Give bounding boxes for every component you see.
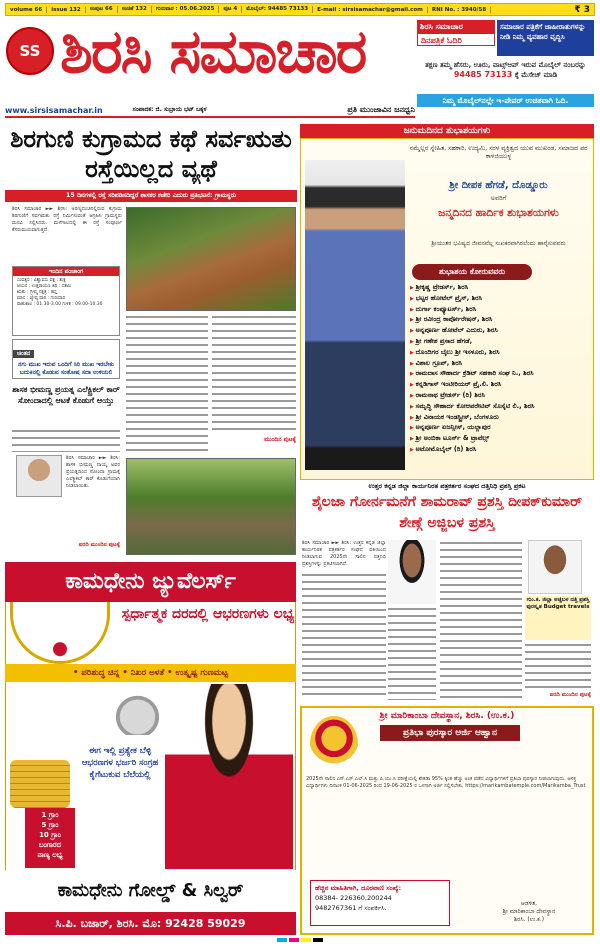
email: E-mail : sirsisamachar@gmail.com [313,7,428,13]
lead-headline[interactable]: ಶಿರಗುಣಿ ಕುಗ್ರಾಮದ ಕಥೆ ಸರ್ವಋತು ರಸ್ತೆಯಿಲ್ಲದ ವ್ಯಥೆ [10,124,292,183]
panchanga-title: ಇಂದಿನ ಪಂಚಾಂಗ [13,267,119,276]
wisher-item: ▶ ಕನ್ನಡಿಗಾಸ್ ಇಂಟೀರಿಯರ್ ಪ್ರೈ.ಲಿ. ಶಿರಸಿ [410,380,590,391]
advertise-ad: ಸಮಾಚಾರ ಪತ್ರಿಕೆಗೆ ಜಾಹೀರಾತುಗಳನ್ನು ನೀಡಿ ನಿಮ್ಮ ವ್ಯವಹಾರ ವೃದ್ಧಿಸಿ [497,20,594,56]
temple-title: ಶ್ರೀ ಮಾರಿಕಾಂಬಾ ದೇವಸ್ಥಾನ, ಶಿರಸಿ. (ಉ.ಕ.) [379,711,515,721]
contact-title: ಹೆಚ್ಚಿನ ಮಾಹಿತಿಗಾಗಿ, ದೂರವಾಣಿ ಸಂಖ್ಯೆ: [315,884,402,892]
magenta-mark [289,938,299,942]
story2-body: ಶಿರಸಿ ಸಮಾಚಾರ ►► ಶಿರಸಿ: ಶಾಸಕ ಭೀಮಣ್ಣ ನಾಯ್ಕ ಅವರ ಪ್ರಯತ್ನದಿಂದ ಸೋಂದಾ ಗ್ರಾಮಕ್ಕೆ ಎಲೆಕ್ಟ್ರಿಕಲ್ ಕಾರ್ ಕೊಡುಗೆಯಾಗಿ ನೀಡಲಾಯಿತು. [66,455,120,489]
chintana-title: ಚಿಂತನ [13,350,34,358]
website-link[interactable]: www.sirsisamachar.in [5,105,103,115]
sampuTa: ಸಂಪುಟ 66 [86,6,118,13]
wisher-item: ▶ ದುರ್ಗಾ ಕಂಪ್ಯೂಟರ್ಸ್, ಶಿರಸಿ [410,305,590,316]
panchanga-row: ಸಂವತ್ಸರ : ವಿಶ್ವಾವಸು ಪಕ್ಷ : ಶುಕ್ಲ [17,278,66,283]
print-registration-marks [0,936,600,944]
lead-intro: ಶಿರಸಿ ಸಮಾಚಾರ ►► ಶಿರಸಿ: ಅರಣ್ಯದಂಚಿನಲ್ಲಿರುವ ಕುಗ್ರಾಮ ಶಿರಗುಣಿಗೆ ಸರ್ವಋತು ರಸ್ತೆ ನಿರ್ಮಿಸುವಂತೆ ಆಗ್ರಹಿಸಿ ಗ್ರಾಮಸ್ಥರು ಮನವಿ ಸಲ್ಲಿಸಿದರು. ಮಳೆಗಾಲದಲ್ಲಿ ಈ ರಸ್ತೆ ಸಂಪೂರ್ಣ ಕೆಸರುಮಯವಾಗುತ್ತದೆ. [12,206,122,233]
panchanga-row: ಆಯನ : ಉತ್ತರಾಯಣ ತಿಥಿ : ದಶಮಿ [17,284,72,289]
lead-column-3 [212,314,296,434]
page-count: ಪುಟ 4 [219,6,242,13]
wisher-item: ▶ ಅಟೋಮೊಬೈಲ್ (ರಿ) ಶಿರಸಿ [410,445,590,456]
contact-phone2: 9482767361 ಗೆ ಸಂಪರ್ಕಿಸಿ. [315,904,387,912]
birthday-intro: ನಮ್ಮೆಲ್ಲರ ಸ್ನೇಹಿತ, ಸಹಕಾರಿ, ಉದ್ಯಮಿ, ಸರಳ ವ್ಯಕ್ತಿತ್ವದ ಯುವ ಮುಖಂಡ, ಸಮಾಜದ ಪರ ಕಾಳಜಿಯುಳ್ಳ [409,145,588,160]
chintana-text: ನಗು ಮುಖ ಇರುವ ಒಂದಿಗೆ ಸಿರಿ ಮುಖ ಇರಬೇಕು ಬದುಕಿನಲ್ಲಿ ಕೊಡುವ ಸಂತೋಷ ಸದಾ ಉಳಿಯಲಿ [18,361,114,376]
sign-line1: ಆಡಳಿತ, [520,900,538,907]
issue-date: ಗುರುವಾರ : 05.06.2025 [152,6,220,13]
wisher-item: ▶ ದೊಂದಿಗರ ಬೈಲು ಶ್ರೀ ಇಸಳೂರು, ಶಿರಸಿ [410,348,590,359]
jewellery-address: ಸಿ.ಪಿ. ಬಜಾರ್, ಶಿರಸಿ. ಮೊ: 92428 59029 [5,912,296,935]
sanchike: ಸಂಚಿಕೆ 132 [118,6,152,13]
mla-photo [16,455,62,497]
panchanga-row: ಮಾಸ : ಜ್ಯೇಷ್ಠ ವಾರ : ಗುರುವಾರ [17,296,66,301]
yellow-mark [301,938,311,942]
editor-credit: ಸಂಪಾದಕ: ಜಿ. ಸುಬ್ರಾಯ ಭಟ್ ಬಕ್ಕಳ [132,106,207,113]
villagers-photo [126,458,296,555]
wisher-item: ▶ ಅನ್ನಪೂರ್ಣ ಹೋಟೆಲ್ ಎದುರು, ಶಿರಸಿ [410,326,590,337]
website-row [5,104,415,118]
cyan-mark [277,938,287,942]
panchanga-row: ಋತು : ಗ್ರೀಷ್ಮ ನಕ್ಷತ್ರ : ಹಸ್ತ [17,290,57,295]
temple-body: 2025ನೇ ಸಾಲಿನ ಎಸ್.ಎಸ್.ಎಲ್.ಸಿ ಮತ್ತು ಪಿ.ಯು.ಸಿ ಪರೀಕ್ಷೆಯಲ್ಲಿ ಶೇಕಡಾ 95% ಕ್ಕಿಂತ ಹೆಚ್ಚು ಅಂಕ ಪಡೆದ ವಿದ್ಯಾರ್ಥಿಗಳಿಗೆ ಪ್ರತಿಭಾ ಪುರಸ್ಕಾರ ನೀಡಲಾಗುವುದು. ಆಸಕ್ತ ವಿದ್ಯಾರ್ಥಿಗಳು ದಿನಾಂಕ 01-06-2025 ರಿಂದ 19-06-2025 ರ ಒಳಗಾಗಿ ಅರ್ಜಿ ಸಲ್ಲಿಸಬೇಕು. https://marikambatemple.com/Marikamba_Trust [306,776,586,789]
mobile-number: ಮೊಬೈಲ್: 94485 73133 [242,6,313,13]
whatsapp-ad [417,60,594,94]
wisher-item: ▶ ಶ್ರೀ ವಿನಾಯಕ ಇಂಡಸ್ಟ್ರೀಸ್, ಬೆಂಗಳೂರು [410,413,590,424]
newspaper-logo [6,27,54,75]
jewellery-footer: ಕಾಮಧೇನು ಗೋಲ್ಡ್ & ಸಿಲ್ವರ್ [5,870,296,912]
newspaper-title: ಶಿರಸಿ ಸಮಾಚಾರ [60,22,366,82]
lead-column-2 [126,314,208,452]
wisher-item: ▶ ಭಟ್ಟರ ಹೋಟೆಲ್ ಪ್ರೈಸ್, ಶಿರಸಿ [410,294,590,305]
story2-more[interactable]: ವರದಿ ಮುಂದಿನ ಪುಟಕ್ಕೆ [78,542,120,548]
birthday-header: ಜನುಮದಿನದ ಶುಭಾಶಯಗಳು [300,124,594,138]
birthday-wish: ಜನ್ಮದಿನದ ಹಾರ್ದಿಕ ಶುಭಾಶಯಗಳು [438,207,559,219]
birthday-from: ಶ್ರೀಯುತರ ಭವಿಷ್ಯದ ಜೀವನವೆಲ್ಲ ಸುಖಕರವಾಗಿರಲೆಂದು ಹಾರೈಸುವವರು [431,240,566,247]
wisher-item: ▶ ಶ್ರೀಕೃಷ್ಣ ಟ್ರೇಡರ್ಸ್, ಶಿರಸಿ [410,283,590,294]
jewellery-tagline: ಸ್ಪರ್ಧಾತ್ಮಕ ದರದಲ್ಲಿ ಆಭರಣಗಳು ಲಭ್ಯ [121,606,295,622]
wishers-list [410,283,590,479]
birthday-person-photo [305,160,405,470]
issue-info-strip [5,3,595,16]
muddy-road-photo [126,207,296,311]
temple-contact [310,880,450,926]
gold-coins-illustration [10,760,70,808]
temple-signature [470,900,588,930]
epaper-bar: ನಿಮ್ಮ ಮೊಬೈಲ್‌ನಲ್ಲೇ ಇ-ಪೇಪರ್ ಉಚಿತವಾಗಿ ಓದಿ. [417,94,594,107]
coin-weights [25,808,75,868]
whatsapp-ad-phone: 94485 73133 [453,70,513,79]
panchanga-row: ರಾಹುಕಾಲ : 01.30-3.00 ಗುಳಿಕ : 09.00-10.30 [17,302,103,307]
tagline: ಪ್ರತಿ ಮುಂಜಾವಿನ ಜನಧ್ವನಿ [347,105,415,114]
temple-subtitle: ಪ್ರತಿಭಾ ಪುರಸ್ಕಾರ ಅರ್ಜಿ ಆಹ್ವಾನ [380,725,520,741]
price: ₹ 3 [574,4,590,15]
birthday-their: ಅವರಿಗೆ [490,194,507,202]
award-column-1 [302,572,386,700]
award-column-2 [388,606,436,700]
award-badge: ಗುಂ.ಕ. ಜಿಲ್ಲಾ ಅಜ್ಜಿಬಳ ದತ್ತಿ ಪ್ರಶಸ್ತಿ ಪುರಸ್ಕೃತ Budget travels [525,596,591,640]
wisher-item: ▶ ವಿಶಾಲ ಗ್ರೂಪ್, ಶಿರಸಿ [410,359,590,370]
award-column-4 [525,642,591,692]
jewellery-title: ಕಾಮಧೇನು ಜ್ಯುವೆಲರ್ಸ್ [5,562,296,602]
logo-text: SS [19,42,41,60]
award-headline[interactable]: ಶೈಲಜಾ ಗೋರ್ನಮನೆಗೆ ಶಾಮರಾವ್ ಪ್ರಶಸ್ತಿ ದೀಪಕ್‌ಕುಮಾರ್ ಶೇಣ್ಗೆ ಅಜ್ಜಿಬಳ ಪ್ರಶಸ್ತಿ [311,494,583,531]
wisher-item: ▶ ಶ್ರೀ ಗಣೇಶ ಪ್ರಸಾದ ಹೆಗಡೆ, [410,337,590,348]
chintana-box [12,339,120,379]
whatsapp-ad-text2: ಕ್ಕೆ ಮೆಸೇಜ್ ಮಾಡಿ [514,71,558,79]
rni-number: RNI No. : 3940/58 [428,7,491,13]
coin-weight: 1 ಗ್ರಾಂ [41,811,59,819]
wisher-item: ▶ ರಾಮದಾಸ ಸೌಹಾರ್ದ ಕ್ರೆಡಿಟ್ ಸಹಕಾರಿ ಸಂಘ ನಿ., ಶಿರಸಿ [410,369,590,380]
issue: issue 132 [47,7,85,13]
birthday-name: ಶ್ರೀ ದೀಪಕ ಹೆಗಡೆ, ದೊಡ್ಡೂರು [449,180,548,191]
panchanga-box [12,266,120,336]
sign-line3: ಶಿರಸಿ. (ಉ.ಕ.) [513,916,545,923]
subscribe-ad-line2: ದಿನಪತ್ರಿಕೆ ಓದಿರಿ [417,33,495,46]
shailaja-photo [388,540,436,604]
jewellery-offer: • ಪರಿಶುದ್ಧ ಚಿನ್ನ • ನಿಖರ ಅಳತೆ • ಉತ್ಕೃಷ್ಟ ಗುಣಮಟ್ಟ [5,664,296,682]
wishers-label: ಶುಭಾಶಯ ಕೋರುವವರು [412,264,532,280]
subscribe-ad [417,20,495,56]
lead-more[interactable]: ಮುಂದಿನ ಪುಟಕ್ಕೆ [264,436,296,443]
story2-lines [12,428,120,452]
whatsapp-ad-text: ತಕ್ಷಣ ತಮ್ಮ ಹೆಸರು, ಊರು, ವಾಟ್ಸ್ಆಪ್ ಇರುವ ಮೊಬೈಲ್ ನಂಬರನ್ನು [425,61,586,69]
volume: volume 66 [6,7,47,13]
award-body: ಶಿರಸಿ ಸಮಾಚಾರ ►► ಶಿರಸಿ: ಉತ್ತರ ಕನ್ನಡ ಜಿಲ್ಲಾ ಕಾರ್ಯನಿರತ ಪತ್ರಕರ್ತರ ಸಂಘದ ವತಿಯಿಂದ ನೀಡಲಾಗುವ 2025ನೇ ಸಾಲಿನ ದತ್ತಿನಿಧಿ ಪ್ರಶಸ್ತಿಗಳನ್ನು ಪ್ರಕಟಿಸಲಾಗಿದೆ. [302,540,386,567]
coin-weight: ಬಂಗಾರದ [38,841,62,849]
goddess-emblem [310,716,358,772]
contact-phone1: 08384- 226360,200244 [315,894,392,902]
wisher-item: ▶ ಅನ್ನಪೂರ್ಣ ಏಜನ್ಸೀಸ್, ಯಲ್ಲಾಪುರ [410,423,590,434]
wisher-item: ▶ ಶ್ರೀ ಅಂಬಿಕಾ ಟೂರ್ಸ್ & ಟ್ರಾವೆಲ್ಸ್ [410,434,590,445]
silver-collection-text: ಈಗ ಇಲ್ಲಿ ಪ್ರತ್ಯೇಕ ಬೆಳ್ಳಿ ಆಭರಣಗಳ ಭರ್ಜರಿ ಸಂಗ್ರಹ ಕೈಗೆಟುಕುವ ಬೆಲೆಯಲ್ಲಿ [81,746,159,780]
deepak-photo [528,540,582,594]
coin-weight: 10 ಗ್ರಾಂ [39,831,61,839]
award-more[interactable]: ವರದಿ ಮುಂದಿನ ಪುಟಕ್ಕೆ [549,692,591,698]
wisher-item: ▶ ಶ್ರೀ ರವೀಂದ್ರ ಕಾರ್ಪೋರೇಷನ್, ಶಿರಸಿ [410,315,590,326]
coin-weight: ನಾಣ್ಯ ಲಭ್ಯ [37,851,63,859]
story2-headline[interactable]: ಶಾಸಕ ಭೀಮಣ್ಣ ಪ್ರಯತ್ನ ಎಲೆಕ್ಟ್ರಿಕಲ್ ಕಾರ್ ಸೋಂದಾದಲ್ಲಿ ಆಟಕೆ ಕೊಡುಗೆ ಆಯ್ತು [12,385,120,405]
black-mark [313,938,323,942]
model-photo [165,684,293,869]
sign-line2: ಶ್ರೀ ಮಾರಿಕಾಂಬಾ ದೇವಸ್ಥಾನ [502,908,556,915]
award-column-3 [440,540,522,700]
silver-items-illustration [110,690,165,735]
award-subline: ಉತ್ತರ ಕನ್ನಡ ಜಿಲ್ಲಾ ಕಾರ್ಯನಿರತ ಪತ್ರಕರ್ತರ ಸಂಘದ ದತ್ತಿನಿಧಿ ಪ್ರಶಸ್ತಿ ಪ್ರಕಟ [368,482,526,490]
wisher-item: ▶ ಸಮೃದ್ಧಿ ಸೌಹಾರ್ದ ಕೋಆಪರೇಟಿವ್ ಸೊಸೈಟಿ ಲಿ., ಶಿರಸಿ [410,402,590,413]
wisher-item: ▶ ರಾಮನಾಥ ಟ್ರೇಡರ್ಸ್ (ರಿ) ಶಿರಸಿ [410,391,590,402]
subscribe-ad-line1: ಶಿರಸಿ ಸಮಾಚಾರ [417,20,495,33]
lead-subline: 15 ದಿನಗಳಲ್ಲಿ ರಸ್ತೆ ಸರಿಪಡಿಸದಿದ್ದರೆ ಶಾಸಕರ ಕಚೇರಿ ಎದುರು ಪ್ರತಿಭಟನೆ: ಗ್ರಾಮಸ್ಥರು [5,190,297,202]
coin-weight: 5 ಗ್ರಾಂ [41,821,59,829]
